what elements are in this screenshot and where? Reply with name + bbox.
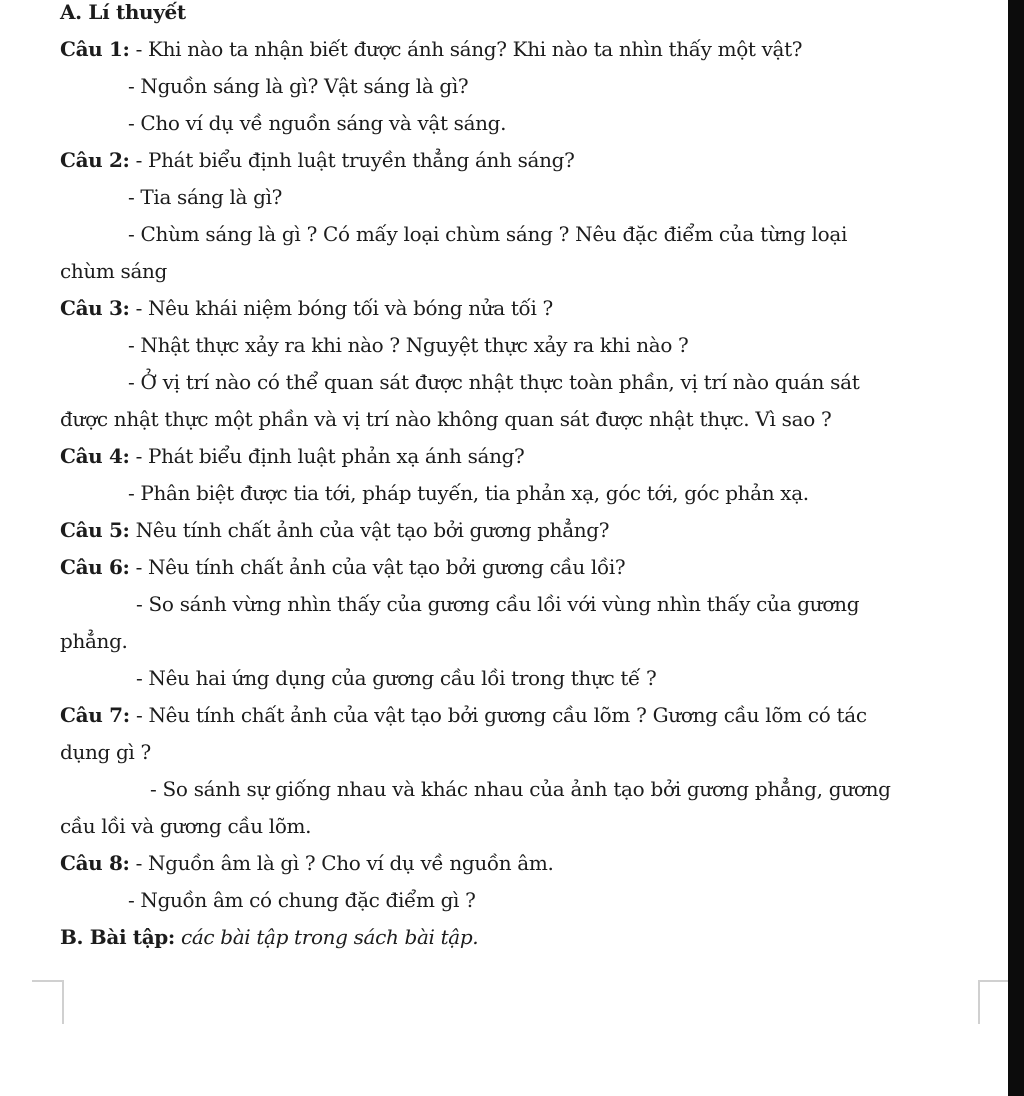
section-b <box>60 919 970 956</box>
question-text: - Khi nào ta nhận biết được ánh sáng? Khi nào ta nhìn thấy một vật? <box>129 37 803 61</box>
question-label: Câu 1: <box>60 37 130 61</box>
question-6 <box>60 549 970 586</box>
question-3-sub-1: - Nhật thực xảy ra khi nào ? Nguyệt thực xảy ra khi nào ? <box>128 333 689 357</box>
section-b-text: các bài tập trong sách bài tập. <box>174 925 479 949</box>
question-text: - Nguồn âm là gì ? Cho ví dụ về nguồn âm. <box>129 851 554 875</box>
question-2 <box>60 142 970 179</box>
question-5 <box>60 512 970 549</box>
question-4-sub-1: - Phân biệt được tia tới, pháp tuyến, tia phản xạ, góc tới, góc phản xạ. <box>128 481 809 505</box>
page-edge <box>1008 0 1024 1096</box>
document-content <box>60 0 970 956</box>
question-4 <box>60 438 970 475</box>
question-8 <box>60 845 970 882</box>
question-2-sub-1: - Tia sáng là gì? <box>128 185 283 209</box>
question-text: - Phát biểu định luật truyền thẳng ánh sáng? <box>129 148 575 172</box>
question-7-cont: dụng gì ? <box>60 740 151 764</box>
question-6-sub-1-cont: phẳng. <box>60 629 128 653</box>
question-label: Câu 6: <box>60 555 130 579</box>
question-6-sub-2: - Nêu hai ứng dụng của gương cầu lồi trong thực tế ? <box>136 666 657 690</box>
question-1 <box>60 31 970 68</box>
question-label: Câu 4: <box>60 444 130 468</box>
question-1-sub-1: - Nguồn sáng là gì? Vật sáng là gì? <box>128 74 469 98</box>
page-corner-mark-left <box>32 980 64 1024</box>
question-text: - Nêu tính chất ảnh của vật tạo bởi gương cầu lồi? <box>129 555 626 579</box>
question-3-sub-2: - Ở vị trí nào có thể quan sát được nhật thực toàn phần, vị trí nào quán sát <box>128 370 860 394</box>
question-1-sub-2: - Cho ví dụ về nguồn sáng và vật sáng. <box>128 111 507 135</box>
question-2-sub-2-cont: chùm sáng <box>60 259 168 283</box>
question-7 <box>60 697 970 734</box>
page-corner-mark-right <box>978 980 1010 1024</box>
question-text: Nêu tính chất ảnh của vật tạo bởi gương phẳng? <box>129 518 610 542</box>
question-3-sub-2-cont: được nhật thực một phần và vị trí nào không quan sát được nhật thực. Vì sao ? <box>60 407 832 431</box>
section-a-title: A. Lí thuyết <box>60 0 186 24</box>
question-label: Câu 2: <box>60 148 130 172</box>
question-2-sub-2: - Chùm sáng là gì ? Có mấy loại chùm sáng ? Nêu đặc điểm của từng loại <box>128 222 848 246</box>
section-b-label: B. Bài tập: <box>60 925 175 949</box>
question-8-sub-1: - Nguồn âm có chung đặc điểm gì ? <box>128 888 476 912</box>
question-3 <box>60 290 970 327</box>
question-label: Câu 8: <box>60 851 130 875</box>
question-label: Câu 5: <box>60 518 130 542</box>
question-6-sub-1: - So sánh vừng nhìn thấy của gương cầu lồi với vùng nhìn thấy của gương <box>136 592 860 616</box>
question-label: Câu 3: <box>60 296 130 320</box>
question-text: - Phát biểu định luật phản xạ ánh sáng? <box>129 444 525 468</box>
question-7-sub-1-cont: cầu lồi và gương cầu lõm. <box>60 814 312 838</box>
question-label: Câu 7: <box>60 703 130 727</box>
question-text: - Nêu khái niệm bóng tối và bóng nửa tối ? <box>129 296 553 320</box>
question-7-sub-1: - So sánh sự giống nhau và khác nhau của ảnh tạo bởi gương phẳng, gương <box>150 777 891 801</box>
question-text: - Nêu tính chất ảnh của vật tạo bởi gương cầu lõm ? Gương cầu lõm có tác <box>129 703 867 727</box>
